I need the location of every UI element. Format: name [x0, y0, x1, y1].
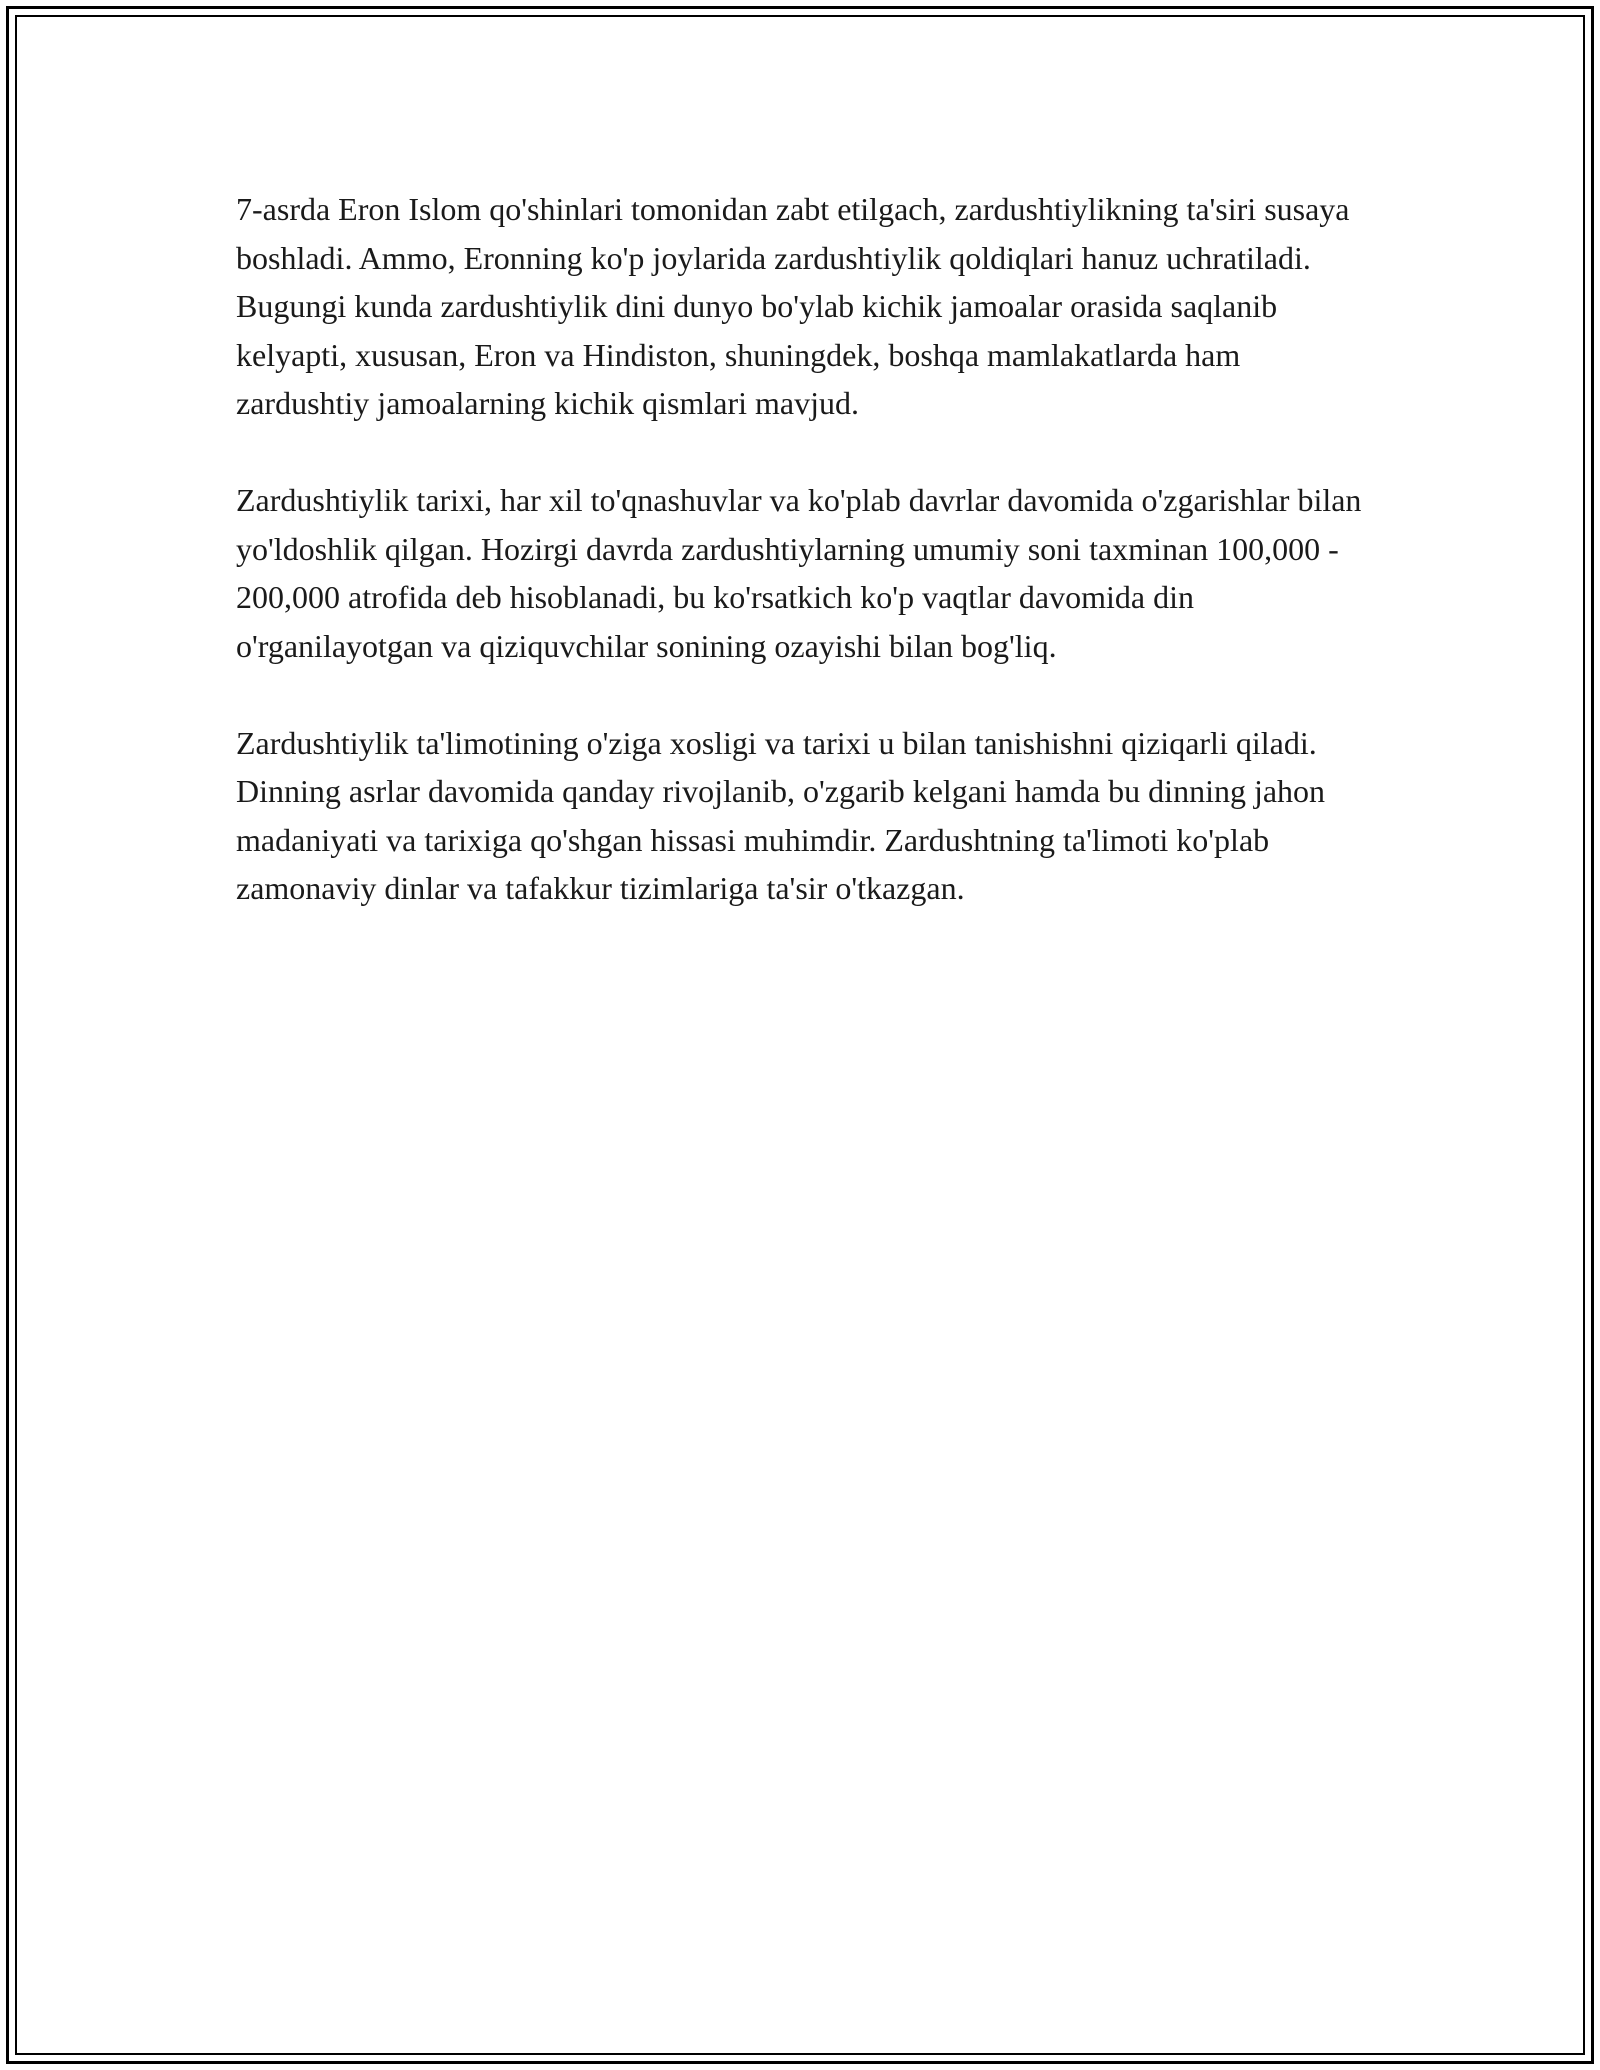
document-body [236, 185, 1376, 961]
paragraph-1: 7-asrda Eron Islom qo'shinlari tomonidan zabt etilgach, zardushtiylikning ta'siri susaya boshladi. Ammo, Eronning ko'p joylarida zardushtiylik qoldiqlari hanuz uchratiladi. Bugungi kunda zardushtiylik dini dunyo bo'ylab kichik jamoalar orasida saqlanib kelyapti, xususan, Eron va Hindiston, shuningdek, boshqa mamlakatlarda ham zardushtiy jamoalarning kichik qismlari mavjud. [236, 191, 1350, 421]
paragraph-3: Zardushtiylik ta'limotining o'ziga xosligi va tarixi u bilan tanishishni qiziqarli qiladi. Dinning asrlar davomida qanday rivojlanib, o'zgarib kelgani hamda bu dinning jahon madaniyati va tarixiga qo'shgan hissasi muhimdir. Zardushtning ta'limoti ko'plab zamonaviy dinlar va tafakkur tizimlariga ta'sir o'tkazgan. [236, 724, 1326, 906]
paragraph-2: Zardushtiylik tarixi, har xil to'qnashuvlar va ko'plab davrlar davomida o'zgarishlar bilan yo'ldoshlik qilgan. Hozirgi davrda zardushtiylarning umumiy soni taxminan 100,000 - 200,000 atrofida deb hisoblanadi, bu ko'rsatkich ko'p vaqtlar davomida din o'rganilayotgan va qiziquvchilar sonining ozayishi bilan bog'liq. [236, 482, 1362, 664]
